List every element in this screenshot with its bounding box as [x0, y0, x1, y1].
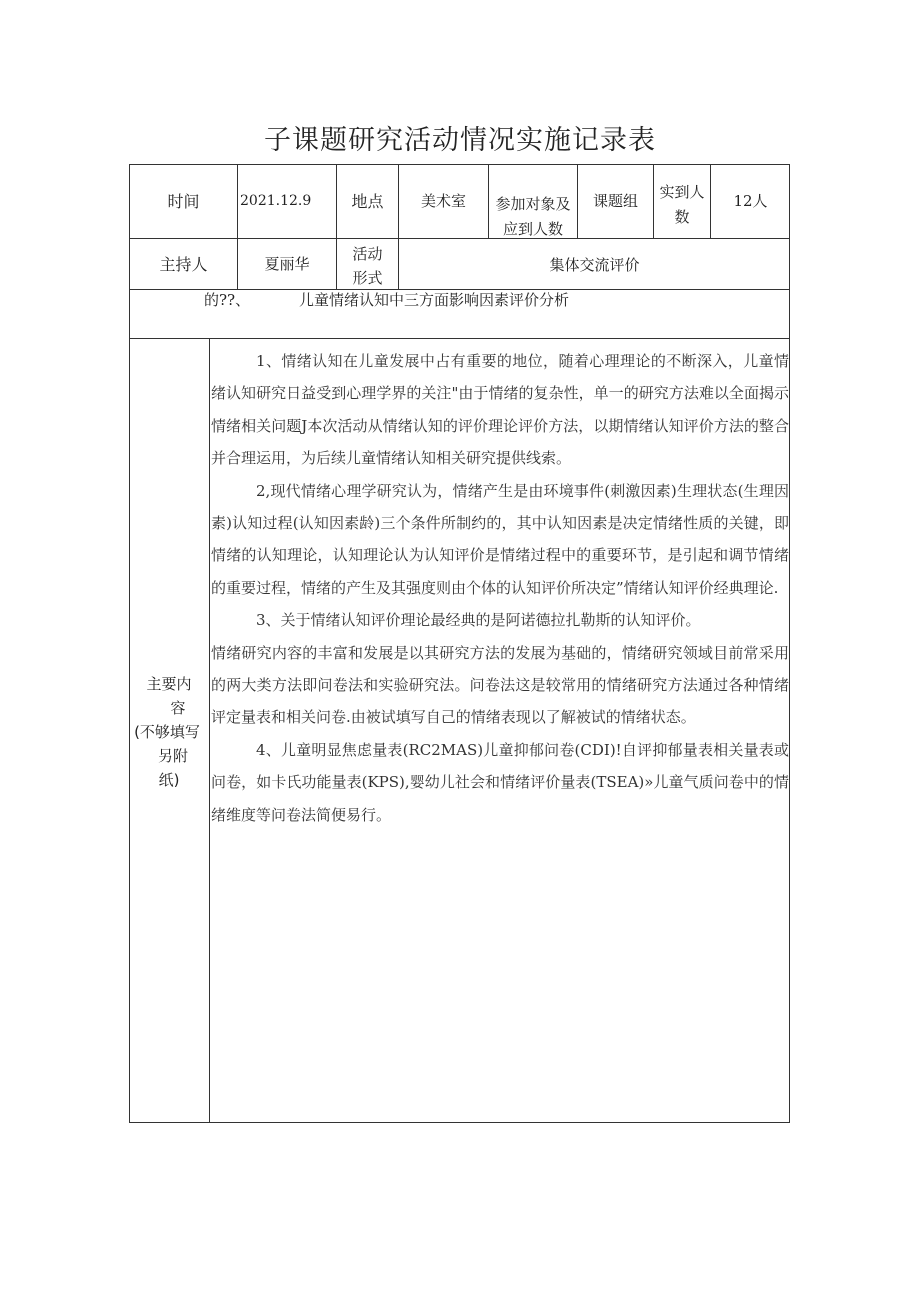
content-paragraph: 4、儿童明显焦虑量表(RC2MAS)儿童抑郁问卷(CDI)!自评抑郁量表相关量表或问卷，如卡氏功能量表(KPS),婴幼儿社会和情绪评价量表(TSEA)»儿童气质问卷中的情绪维度等问卷法简便易行。	[211, 740, 789, 824]
actual-value: 12人	[733, 192, 768, 210]
time-label: 时间	[167, 192, 200, 211]
form-label: 活动形式	[352, 245, 383, 287]
label-line: 纸)	[158, 771, 180, 789]
row-divider	[129, 238, 790, 239]
label-line: 容	[170, 699, 186, 717]
time-value: 2021.12.9	[240, 193, 312, 209]
form-value: 集体交流评价	[549, 256, 640, 274]
label-line: 另附	[157, 747, 188, 765]
place-label: 地点	[351, 192, 384, 211]
col-divider	[209, 338, 210, 1123]
participants-label: 参加对象及应到人数	[495, 195, 571, 238]
content-paragraph: 3、关于情绪认知评价理论最经典的是阿诺德拉扎勒斯的认知评价。	[256, 611, 701, 630]
label-line: (不够填写	[134, 723, 200, 741]
topic-text: 儿童情绪认知中三方面影响因素评价分析	[299, 291, 570, 309]
content-paragraph: 情绪研究内容的丰富和发展是以其研究方法的发展为基础的，情绪研究领域目前常采用的两大类方法即问卷法和实验研究法。问卷法这是较常用的情绪研究方法通过各种情绪评定量表和相关问卷.由被试填写自己的情绪表现以了解被试的情绪状态。	[211, 643, 789, 727]
content-paragraph: 2,现代情绪心理学研究认为，情绪产生是由环境事件(刺激因素)生理状态(生理因素)认知过程(认知因素龄)三个条件所制约的，其中认知因素是决定情绪性质的关键，即情绪的认知理论，认知理论认为认知评价是情绪过程中的重要环节，是引起和调节情绪的重要过程，情绪的产生及其强度则由个体的认知评价所决定”情绪认知评价经典理论.	[211, 481, 789, 597]
col-divider	[488, 164, 489, 238]
host-value: 夏丽华	[264, 255, 310, 273]
host-label: 主持人	[159, 255, 208, 274]
row-divider	[129, 338, 790, 339]
participants-value: 课题组	[592, 192, 638, 210]
main-content-body	[211, 345, 789, 831]
label-line: 主要内	[146, 675, 192, 693]
page-title: 子课题研究活动情况实施记录表	[264, 125, 656, 156]
place-value: 美术室	[420, 192, 466, 210]
actual-label: 实到人数	[659, 183, 705, 226]
content-paragraph: 1、情绪认知在儿童发展中占有重要的地位，随着心理理论的不断深入，儿童情绪认知研究日益受到心理学界的关注"由于情绪的复杂性，单一的研究方法难以全面揭示情绪相关问题J本次活动从情绪认知的评价理论评价方法，以期情绪认知评价方法的整合并合理运用，为后续儿童情绪认知相关研究提供线索。	[211, 352, 789, 468]
main-content-label	[130, 672, 208, 792]
topic-prefix: 的??、	[204, 291, 251, 309]
